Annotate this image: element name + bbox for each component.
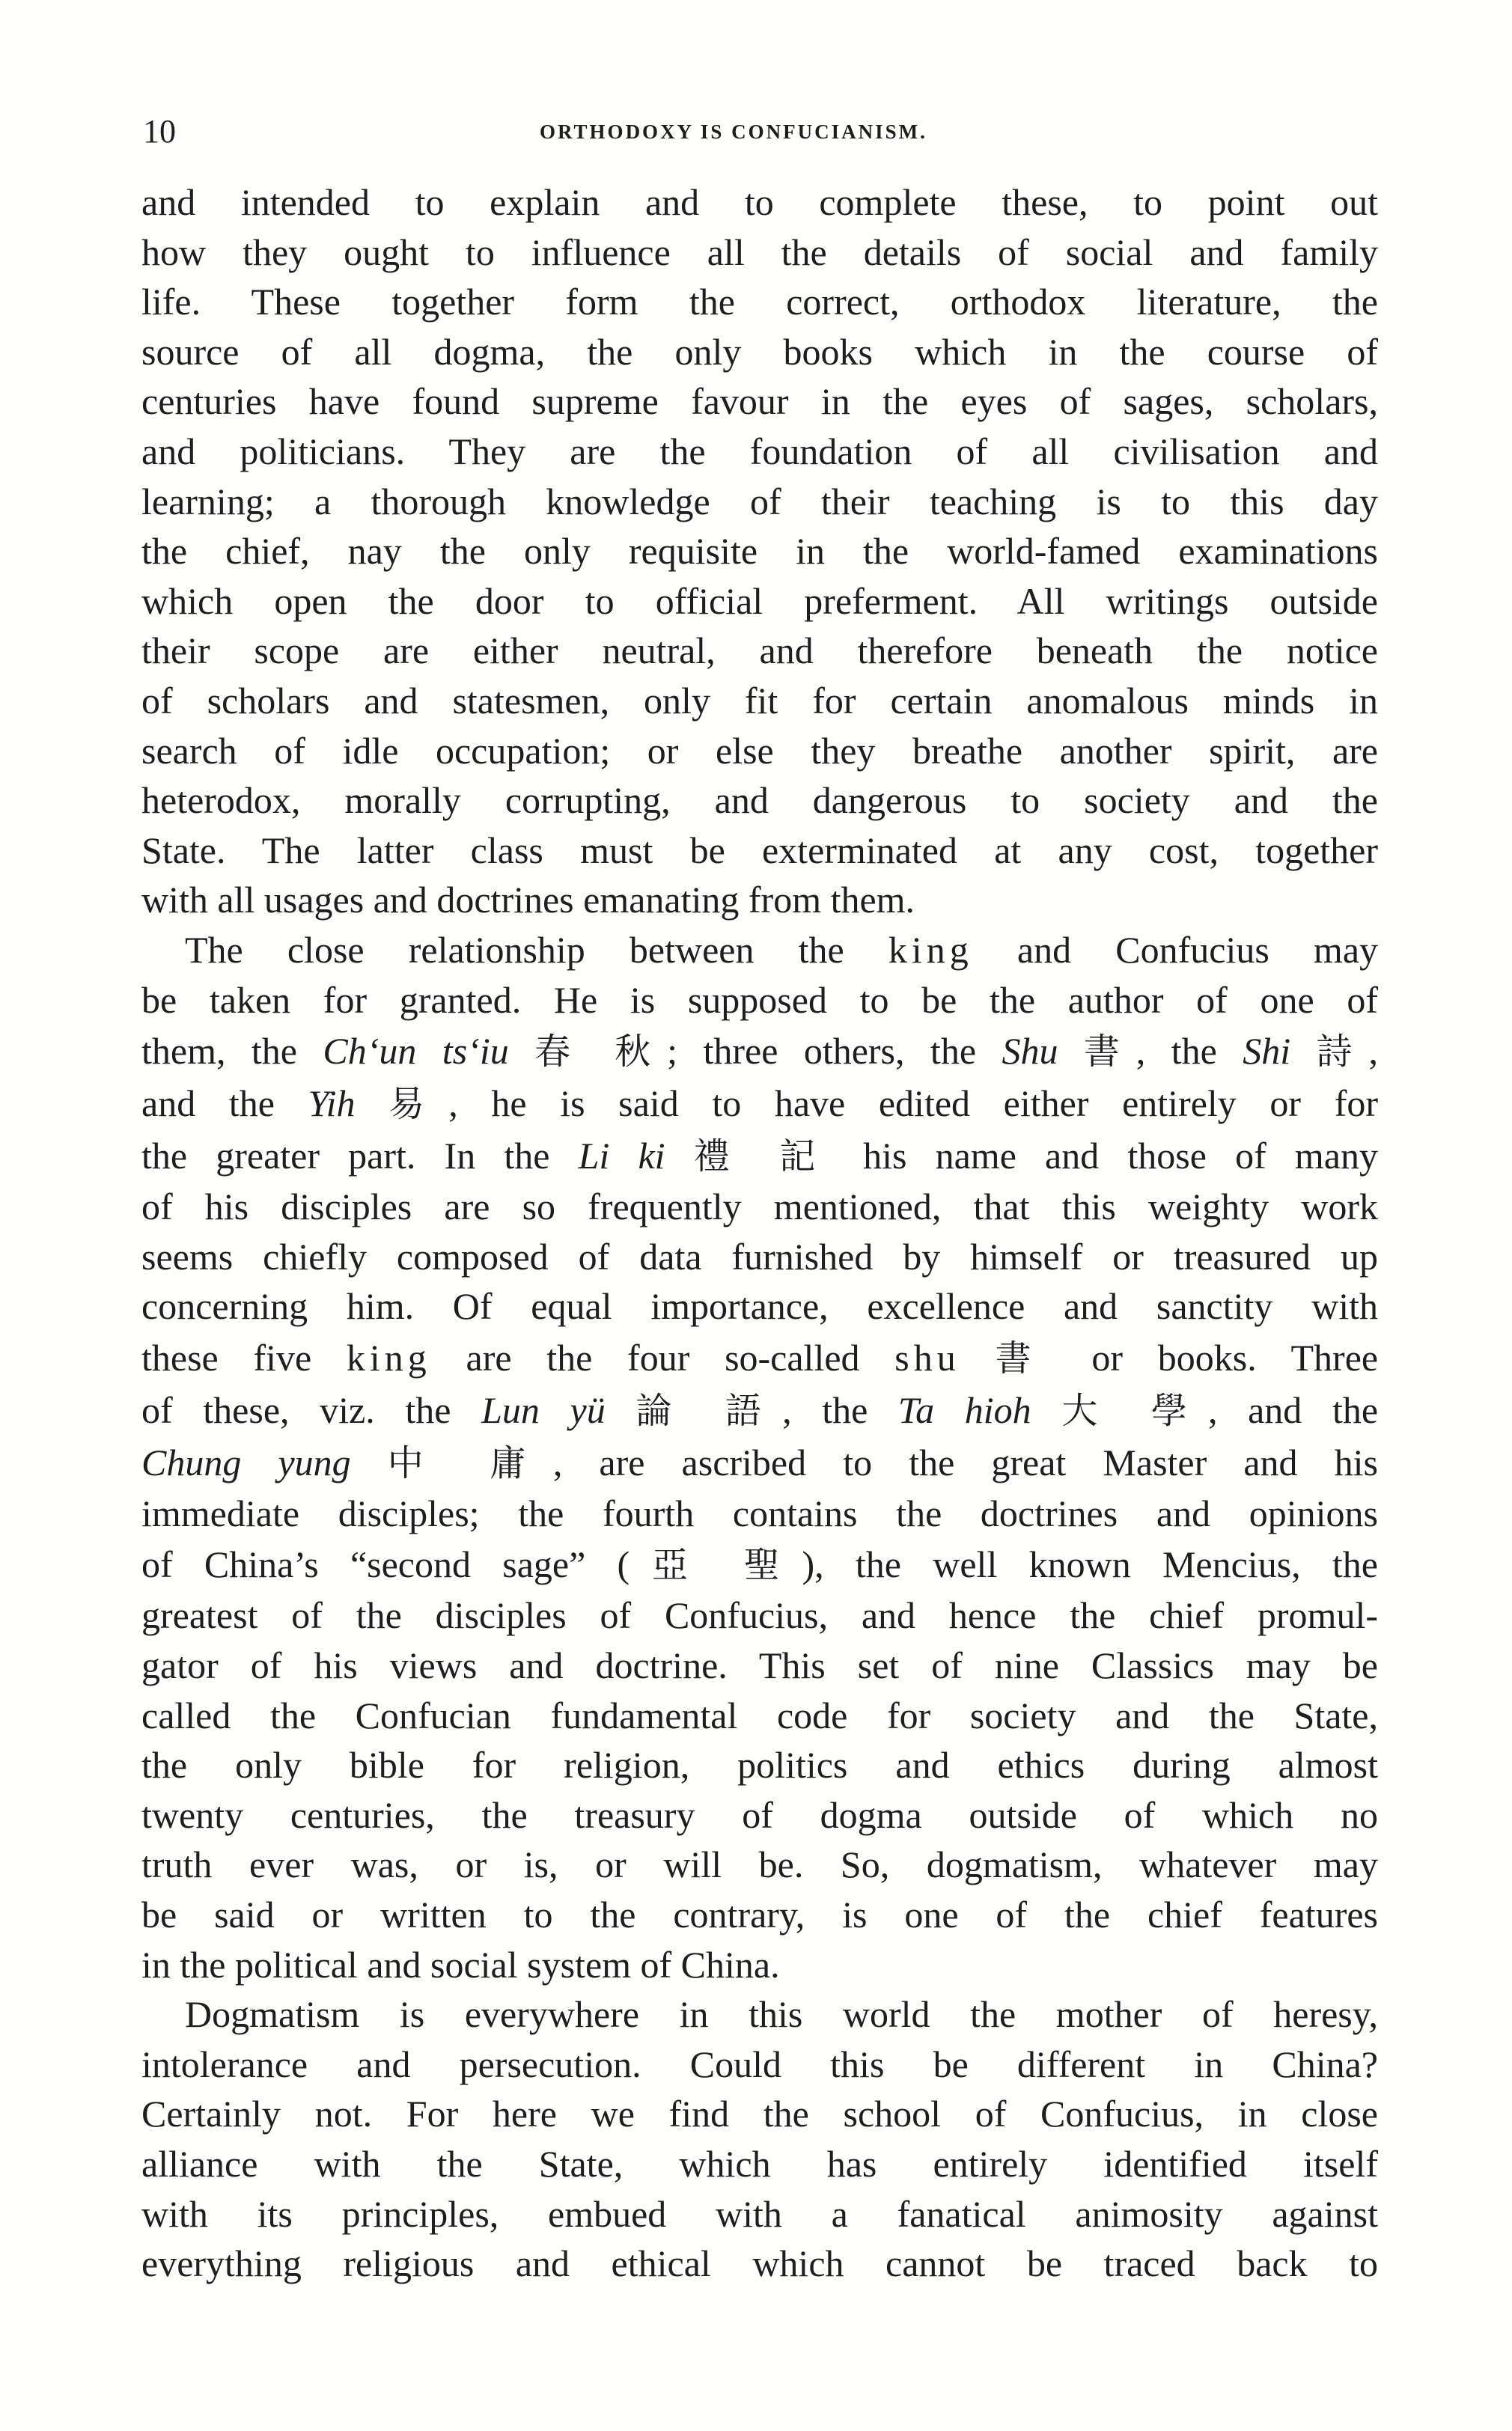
- romanized-title: Li ki: [578, 1135, 665, 1177]
- text-line: Certainly not. For here we find the school of Confucius, in close: [141, 2093, 1378, 2135]
- text-run: The close relationship between the: [185, 928, 844, 971]
- text-line: twenty centuries, the treasury of dogma outside of which no: [141, 1793, 1378, 1836]
- text-run: these five: [141, 1336, 312, 1379]
- text-line: gator of his views and doctrine. This set of nine Classics may be: [141, 1644, 1378, 1687]
- text-line: Dogmatism is everywhere in this world the mother of heresy,: [185, 1993, 1378, 2036]
- romanized-title: Lun yü: [481, 1388, 606, 1431]
- text-run: his name and those of many: [863, 1135, 1378, 1177]
- chinese-characters: 易: [388, 1083, 449, 1126]
- text-line: the chief, nay the only requisite in the world-famed examinations: [141, 530, 1378, 573]
- text-line: intolerance and persecution. Could this be different in China?: [141, 2043, 1378, 2085]
- text-line: source of all dogma, the only books which in the course of: [141, 330, 1378, 373]
- text-line: with all usages and doctrines emanating from them.: [141, 879, 915, 921]
- chinese-characters: 亞 聖: [630, 1544, 802, 1587]
- text-line: in the political and social system of China.: [141, 1943, 780, 1986]
- text-line: alliance with the State, which has entirely identified itself: [141, 2143, 1378, 2185]
- paragraph-1: [141, 177, 1378, 925]
- romanized-title: Shu: [1002, 1030, 1058, 1073]
- chinese-characters: 詩: [1316, 1031, 1369, 1073]
- page-number: 10: [143, 113, 176, 150]
- text-line: [141, 925, 1378, 975]
- text-line: learning; a thorough knowledge of their teaching is to this day: [141, 480, 1378, 522]
- text-run: , and the: [1207, 1388, 1379, 1431]
- text-run: ), the well known Mencius, the: [802, 1543, 1379, 1586]
- text-line: seems chiefly composed of data furnished by himself or treasured up: [141, 1235, 1378, 1278]
- romanized-title: Ta hioh: [897, 1388, 1031, 1431]
- text-line: truth ever was, or is, or will be. So, dogmatism, whatever may: [141, 1843, 1378, 1886]
- text-line: their scope are either neutral, and therefore beneath the notice: [141, 629, 1378, 672]
- text-line: concerning him. Of equal importance, excellence and sanctity with: [141, 1285, 1378, 1328]
- text-run: , he is said to have edited either entirely or for: [448, 1082, 1378, 1125]
- romanized-title: Chung yung: [141, 1441, 351, 1483]
- text-run: and Confucius may: [1016, 928, 1379, 971]
- chinese-characters: 大 學: [1061, 1389, 1208, 1432]
- text-line: the only bible for religion, politics and ethics during almost: [141, 1744, 1378, 1787]
- text-line: life. These together form the correct, orthodox literature, the: [141, 281, 1378, 323]
- romanized-title: Shi: [1243, 1030, 1291, 1073]
- text-line: everything religious and ethical which cannot be traced back to: [141, 2242, 1378, 2285]
- text-line: [141, 1025, 1378, 1077]
- text-line: which open the door to official preferment. All writings outside: [141, 579, 1378, 622]
- running-head: ORTHODOXY IS CONFUCIANISM.: [540, 121, 927, 143]
- chinese-characters: 書: [1083, 1031, 1136, 1073]
- text-run: or books. Three: [1091, 1336, 1379, 1379]
- text-run: ; three others, the: [667, 1030, 977, 1073]
- romanized-title: Yih: [308, 1082, 356, 1125]
- paragraph-3: [141, 1989, 1378, 2289]
- text-run: , are ascribed to the great Master and his: [552, 1441, 1379, 1483]
- text-run: them, the: [141, 1030, 297, 1073]
- text-run: the greater part. In the: [141, 1135, 550, 1177]
- text-line: [141, 1077, 1378, 1129]
- chinese-characters: 中 庸: [387, 1442, 553, 1484]
- text-line: called the Confucian fundamental code for society and the State,: [141, 1694, 1378, 1736]
- text-run: and the: [141, 1082, 275, 1125]
- text-line: search of idle occupation; or else they breathe another spirit, are: [141, 729, 1378, 772]
- chinese-characters: 書: [995, 1337, 1057, 1379]
- text-line: heterodox, morally corrupting, and dangerous to society and the: [141, 779, 1378, 822]
- text-run: , the: [1135, 1030, 1217, 1073]
- text-run: of China’s “second sage” (: [141, 1543, 630, 1586]
- text-run: of these, viz. the: [141, 1388, 451, 1431]
- spaced-term-king: king: [346, 1336, 431, 1379]
- text-line: [141, 1436, 1378, 1489]
- body-text: [141, 177, 1378, 2289]
- chinese-characters: 春 秋: [534, 1031, 668, 1073]
- spaced-term-shu: shu: [894, 1336, 960, 1379]
- text-line: [141, 1538, 1378, 1590]
- text-line: immediate disciples; the fourth contains the doctrines and opinions: [141, 1492, 1378, 1534]
- text-run: are the four so-called: [466, 1336, 860, 1379]
- chinese-characters: 禮 記: [693, 1135, 835, 1178]
- text-line: [141, 1332, 1378, 1384]
- page-header: [143, 109, 1378, 154]
- text-line: centuries have found supreme favour in the eyes of sages, scholars,: [141, 380, 1378, 423]
- text-run: ,: [1368, 1030, 1378, 1073]
- text-line: State. The latter class must be exterminated at any cost, together: [141, 829, 1378, 871]
- text-line: how they ought to influence all the details of social and family: [141, 231, 1378, 273]
- text-line: of scholars and statesmen, only fit for certain anomalous minds in: [141, 679, 1378, 722]
- text-line: be taken for granted. He is supposed to be the author of one of: [141, 978, 1378, 1021]
- text-line: [141, 1129, 1378, 1182]
- text-line: with its principles, embued with a fanatical animosity against: [141, 2192, 1378, 2235]
- text-line: and intended to explain and to complete these, to point out: [141, 181, 1378, 223]
- romanized-title: Ch‘un ts‘iu: [323, 1030, 509, 1073]
- text-line: of his disciples are so frequently mentioned, that this weighty work: [141, 1186, 1378, 1228]
- chinese-characters: 論 語: [635, 1389, 783, 1432]
- text-line: [141, 1384, 1378, 1436]
- text-run: , the: [782, 1388, 868, 1431]
- text-line: be said or written to the contrary, is one of the chief features: [141, 1894, 1378, 1936]
- text-line: greatest of the disciples of Confucius, and hence the chief promul-: [141, 1594, 1378, 1637]
- spaced-term-king: king: [888, 928, 973, 971]
- paragraph-2: [141, 925, 1378, 1989]
- text-line: and politicians. They are the foundation of all civilisation and: [141, 430, 1378, 472]
